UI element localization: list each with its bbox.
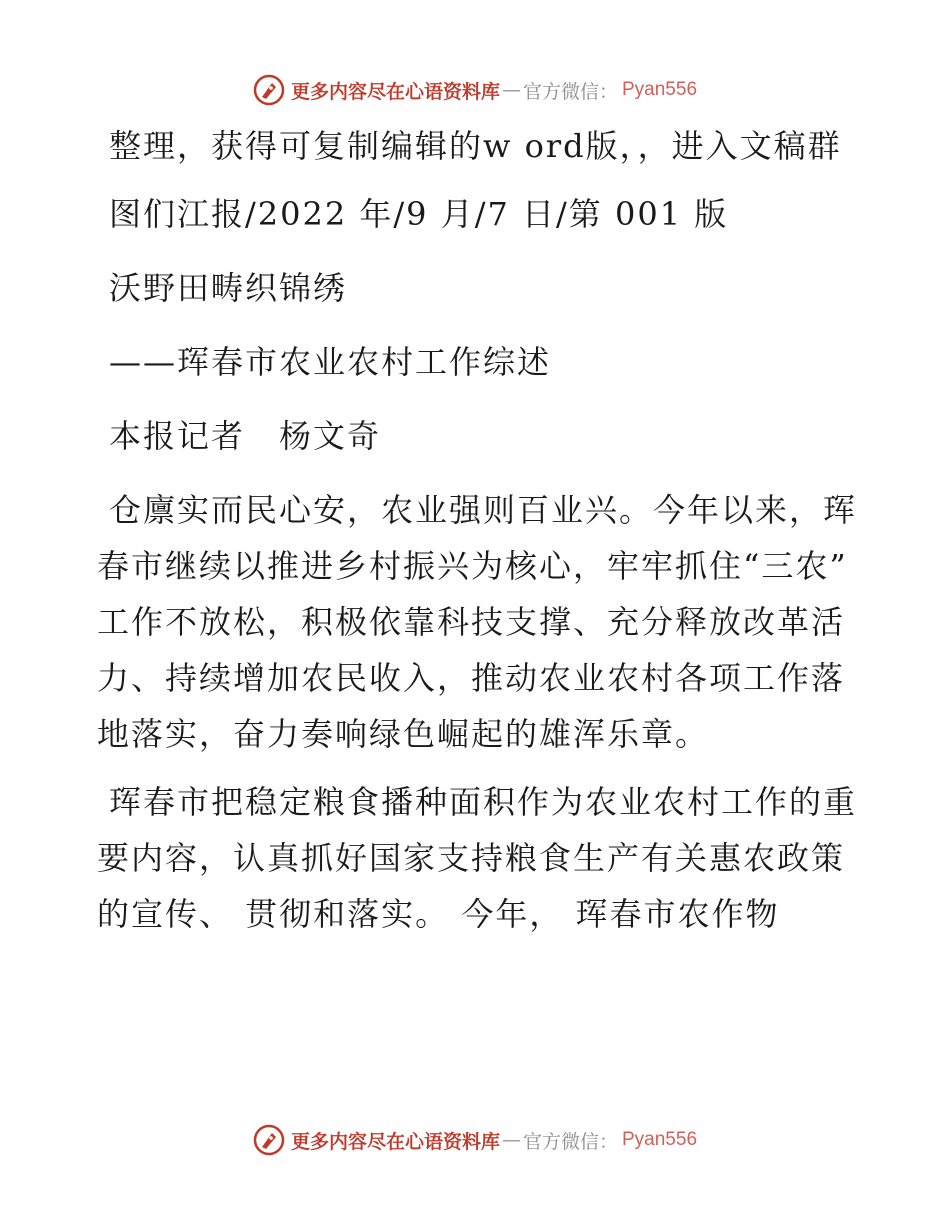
watermark-separator: — <box>501 79 521 101</box>
watermark-main-text: 更多内容尽在心语资料库 <box>290 1130 500 1153</box>
paragraph-intro: 整理，获得可复制编辑的w ord版，，进入文稿群 <box>109 127 842 165</box>
watermark-wechat-id: Pyan556 <box>622 1129 698 1150</box>
document-body <box>97 118 857 954</box>
footer-watermark <box>0 1120 950 1160</box>
watermark-main-text: 更多内容尽在心语资料库 <box>290 80 500 103</box>
body-paragraph: 珲春市把稳定粮食播种面积作为农业农村工作的重要内容，认真抓好国家支持粮食生产有关惠农政策的宣传、 贯彻和落实。 今年， 珲春市农作物 <box>97 783 858 933</box>
watermark-separator: — <box>501 1129 521 1151</box>
watermark-sub-text: 官方微信： <box>522 80 618 103</box>
watermark-wechat-id: Pyan556 <box>622 79 698 100</box>
article-title: 沃野田畴织锦绣 <box>109 269 348 307</box>
pen-nib-icon <box>253 1124 285 1156</box>
pen-nib-icon <box>253 74 285 106</box>
body-paragraph: 仓廪实而民心安，农业强则百业兴。今年以来，珲春市继续以推进乡村振兴为核心，牢牢抓住“三农” 工作不放松，积极依靠科技支撑、充分释放改革活力、持续增加农民收入，推动农业农村各项工作落地落实，奋力奏响绿色崛起的雄浑乐章。 <box>97 491 858 753</box>
article-subtitle: ——珲春市农业农村工作综述 <box>109 343 552 381</box>
watermark-sub-text: 官方微信： <box>522 1130 618 1153</box>
header-watermark <box>0 70 950 110</box>
paragraph-source: 图们江报/2022 年/9 月/7 日/第 001 版 <box>109 195 729 233</box>
article-byline: 本报记者 杨文奇 <box>109 417 382 455</box>
